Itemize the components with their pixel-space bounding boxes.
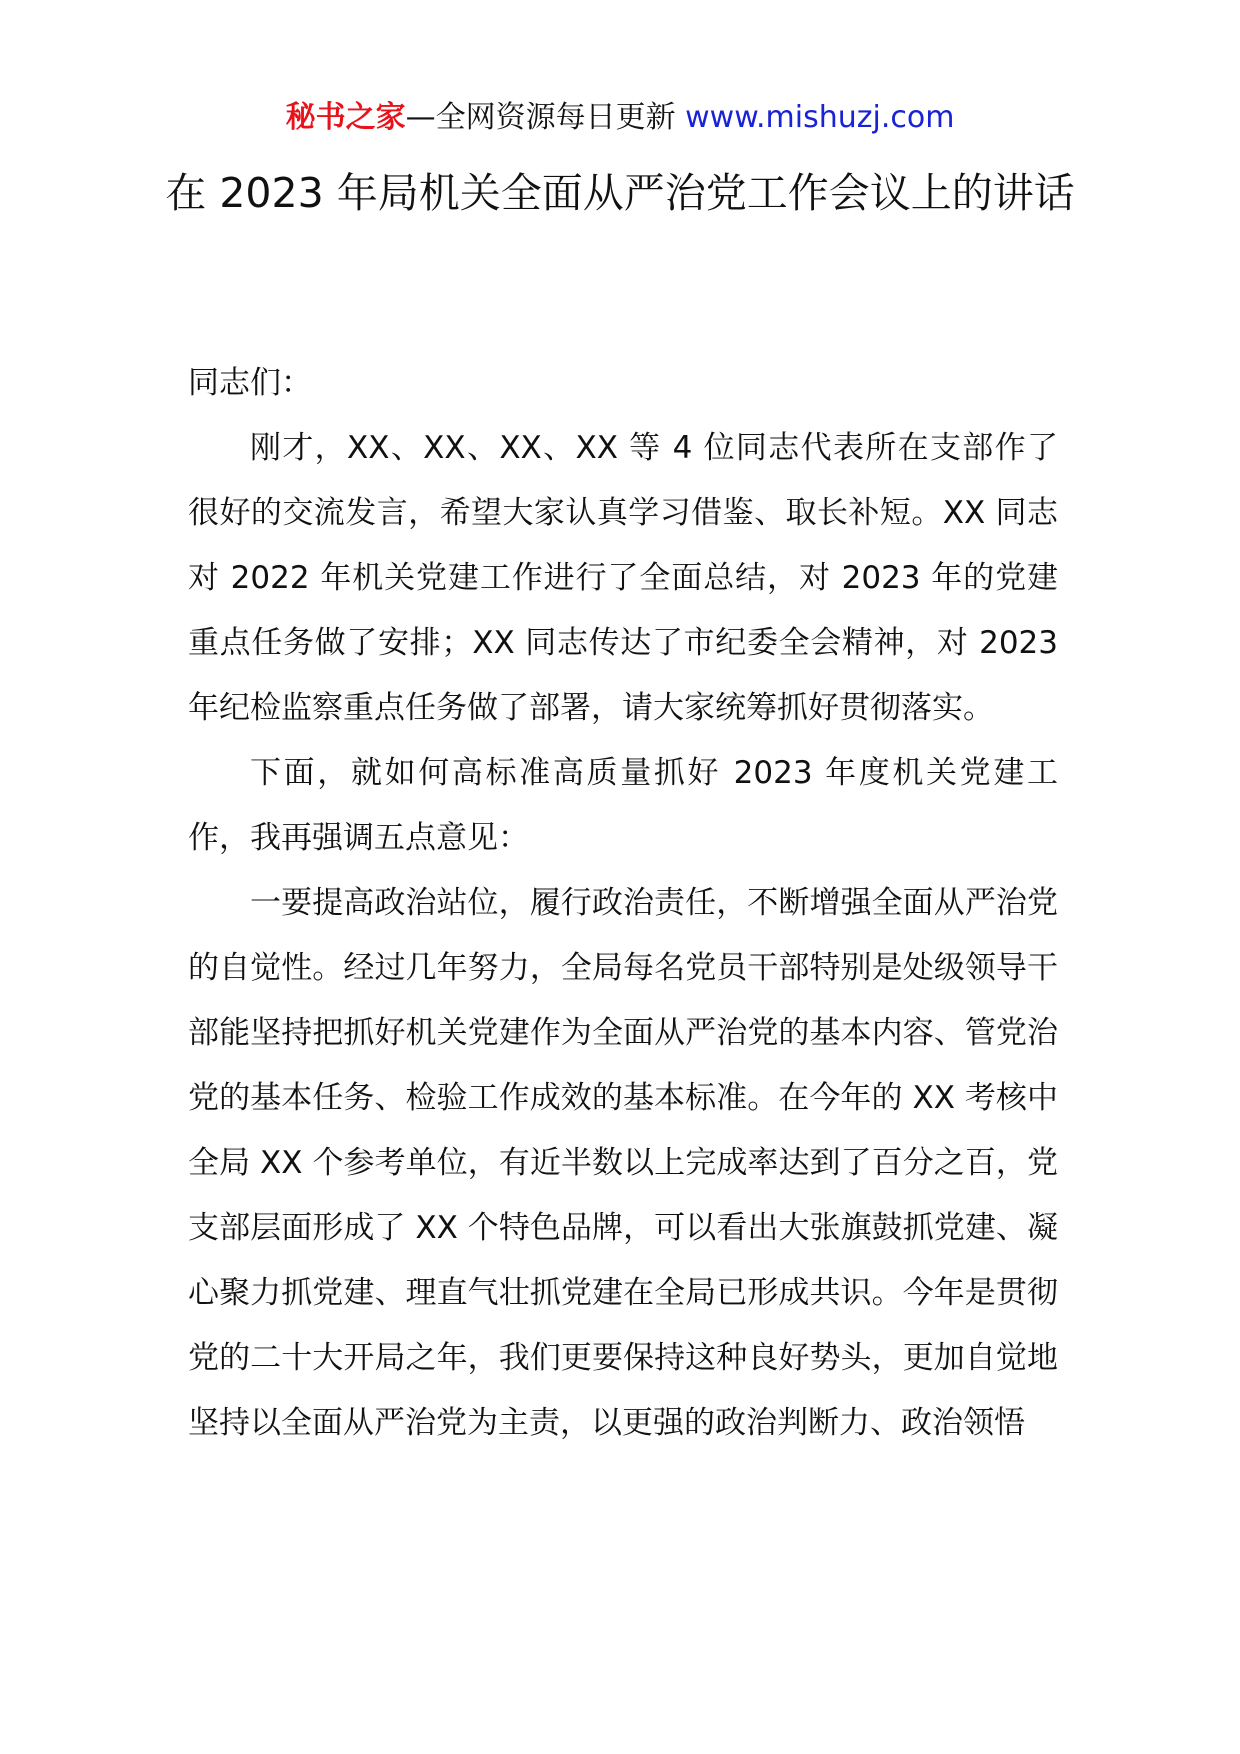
watermark-slogan: —全网资源每日更新 — [405, 100, 686, 135]
paragraph-opening: 刚才，XX、XX、XX、XX 等 4 位同志代表所在支部作了很好的交流发言，希望大家认真学习借鉴、取长补短。XX 同志对 2022 年机关党建工作进行了全面总结，对 2023 年的党建重点任务做了安排；XX 同志传达了市纪委全会精神，对 2023 年纪检监察重点任务做了部署，请大家统筹抓好贯彻落实。 — [188, 430, 1058, 726]
point-one-lead: 一要提高政治站位，履行政治责任，不断增强全面从严治党的自觉性。 — [188, 885, 1058, 986]
watermark-url[interactable]: www.mishuzj.com — [685, 100, 955, 135]
document-title: 在 2023 年局机关全面从严治党工作会议上的讲话 — [165, 169, 1075, 217]
paragraph-intro-points: 下面，就如何高标准高质量抓好 2023 年度机关党建工作，我再强调五点意见： — [188, 755, 1058, 856]
watermark-brand: 秘书之家 — [285, 100, 406, 135]
salutation: 同志们： — [188, 365, 312, 401]
document-body — [188, 351, 1058, 1456]
paragraph-point-one — [188, 871, 1058, 1456]
point-one-text: 经过几年努力，全局每名党员干部特别是处级领导干部能坚持把抓好机关党建作为全面从严治党的基本内容、管党治党的基本任务、检验工作成效的基本标准。在今年的 XX 考核中全局 XX 个参考单位，有近半数以上完成率达到了百分之百，党支部层面形成了 XX 个特色品牌，可以看出大张旗鼓抓党建、凝心聚力抓党建、理直气壮抓党建在全局已形成共识。今年是贯彻党的二十大开局之年，我们更要保持这种良好势头，更加自觉地坚持以全面从严治党为主责，以更强的政治判断力、政治领悟 — [188, 950, 1059, 1441]
watermark-header — [0, 98, 1240, 138]
